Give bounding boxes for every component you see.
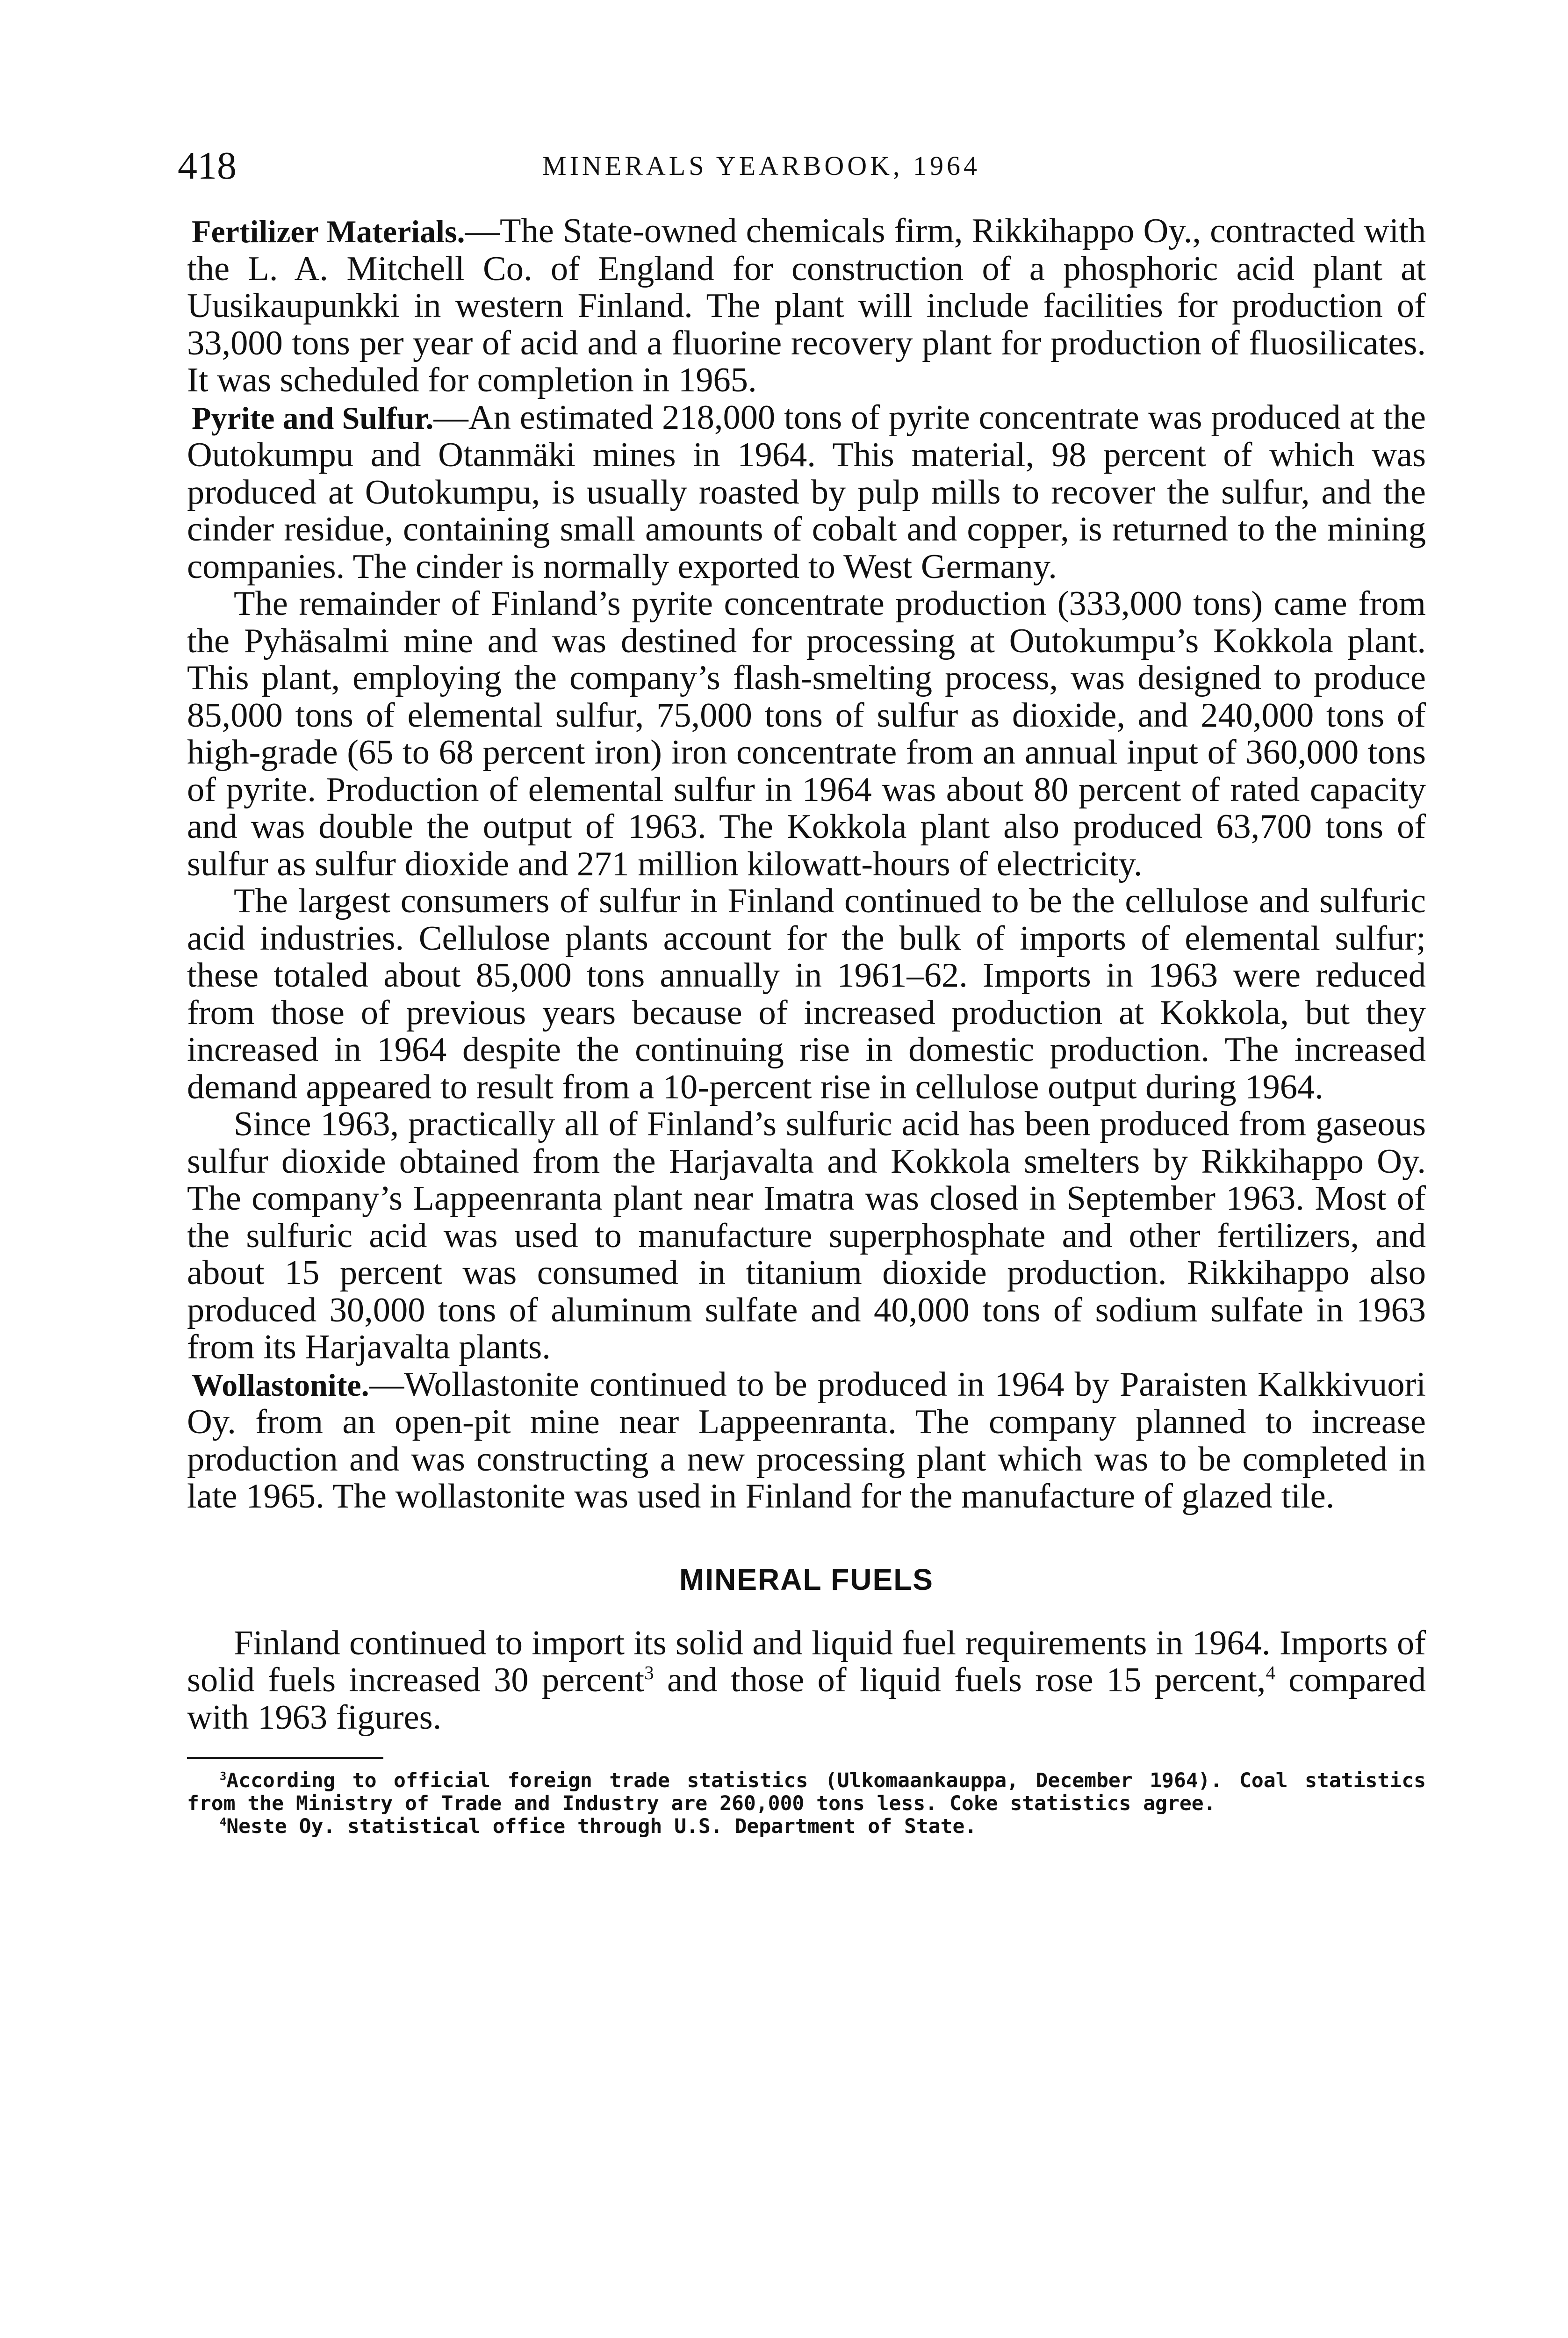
footnotes — [187, 1769, 1426, 1838]
running-title: MINERALS YEARBOOK, 1964 — [542, 151, 981, 181]
section-heading: MINERAL FUELS — [679, 1562, 934, 1596]
paragraph-mineral-fuels — [187, 1625, 1426, 1737]
footnote-text: According to official foreign trade statistics (Ulkomaankauppa, December 1964). Coal statistics from the Ministry of Trade and Industry are 260,000 tons less. Coke statistics agree. — [187, 1769, 1426, 1815]
paragraph-text: —An estimated 218,000 tons of pyrite concentrate was produced at the Outokumpu and Otanmäki mines in 1964. This material, 98 percent of which was produced at Outokumpu, is usually roasted by pulp mills to recover the sulfur, and the cinder residue, containing small amounts of cobalt and copper, is returned to the mining companies. The cinder is normally exported to West Germany. — [187, 398, 1426, 586]
paragraph-text: Finland continued to import its solid and liquid fuel requirements in 1964. Imports of solid fuels increased 30 percent — [187, 1624, 1426, 1699]
paragraph-pyrite-production — [187, 585, 1426, 883]
footnote-mark: 4 — [220, 1815, 227, 1829]
footnote — [187, 1815, 1426, 1838]
page-number: 418 — [178, 144, 237, 188]
footnote-ref: 4 — [1266, 1662, 1275, 1684]
paragraph-text: The remainder of Finland’s pyrite concentrate production (333,000 tons) came from the Pyhäsalmi mine and was destined for processing at Outokumpu’s Kokkola plant. This plant, employing the company’s flash-smelting process, was designed to produce 85,000 tons of elemental sulfur, 75,000 tons of sulfur as dioxide, and 240,000 tons of high-grade (65 to 68 percent iron) iron concentrate from an annual input of 360,000 tons of pyrite. Production of elemental sulfur in 1964 was about 80 percent of rated capacity and was double the output of 1963. The Kokkola plant also produced 63,700 tons of sulfur as sulfur dioxide and 271 million kilowatt-hours of electricity. — [187, 584, 1426, 883]
page-header — [178, 140, 1440, 192]
paragraph-text: The largest consumers of sulfur in Finland continued to be the cellulose and sulfuric acid industries. Cellulose plants account for the bulk of imports of elemental sulfur; these totaled about 85,000 tons annually in 1961–62. Imports in 1963 were reduced from those of previous years because of increased production at Kokkola, but they increased in 1964 despite the continuing rise in domestic production. The increased demand appeared to result from a 10-percent rise in cellulose output during 1964. — [187, 882, 1426, 1106]
paragraph-wollastonite — [187, 1366, 1426, 1515]
footnote-mark: 3 — [220, 1769, 227, 1783]
run-in-heading: Fertilizer Materials. — [192, 214, 465, 249]
footnote-text: Neste Oy. statistical office through U.S. Department of State. — [226, 1815, 977, 1838]
paragraph-text: and those of liquid fuels rose 15 percent, — [654, 1661, 1266, 1699]
paragraph-text: compared with 1963 figures. — [187, 1661, 1426, 1737]
paragraph-sulfur-consumers — [187, 883, 1426, 1106]
paragraph-pyrite — [187, 399, 1426, 586]
paragraph-text: —Wollastonite continued to be produced in 1964 by Paraisten Kalkkivuori Oy. from an open-pit mine near Lappeenranta. The company planned to increase production and was constructing a new processing plant which was to be completed in late 1965. The wollastonite was used in Finland for the manufacture of glazed tile. — [187, 1365, 1426, 1515]
body-text — [187, 213, 1426, 1838]
paragraph-text: Since 1963, practically all of Finland’s sulfuric acid has been produced from gaseous sulfur dioxide obtained from the Harjavalta and Kokkola smelters by Rikkihappo Oy. The company’s Lappeenranta plant near Imatra was closed in September 1963. Most of the sulfuric acid was used to manufacture superphosphate and other fertilizers, and about 15 percent was consumed in titanium dioxide production. Rikkihappo also produced 30,000 tons of aluminum sulfate and 40,000 tons of sodium sulfate in 1963 from its Harjavalta plants. — [187, 1105, 1426, 1366]
paragraph-fertilizer — [187, 213, 1426, 399]
footnote — [187, 1769, 1426, 1815]
run-in-heading: Pyrite and Sulfur. — [192, 400, 434, 436]
paragraph-text: —The State-owned chemicals firm, Rikkihappo Oy., contracted with the L. A. Mitchell Co. of England for construction of a phosphoric acid plant at Uusikaupunkki in western Finland. The plant will include facilities for production of 33,000 tons per year of acid and a fluorine recovery plant for production of fluosilicates. It was scheduled for completion in 1965. — [187, 212, 1426, 399]
footnote-divider — [187, 1757, 383, 1759]
run-in-heading: Wollastonite. — [192, 1367, 369, 1403]
footnote-ref: 3 — [644, 1662, 654, 1684]
paragraph-sulfuric-acid — [187, 1106, 1426, 1366]
